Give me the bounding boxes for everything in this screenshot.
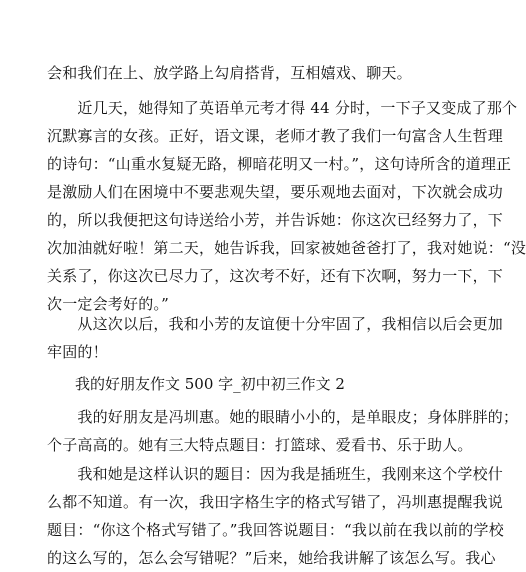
- text-line: 次一定会考好的。”: [47, 295, 169, 313]
- paragraph-2: [47, 94, 526, 318]
- text-line: 个子高高的。她有三大特点题目：打篮球、爱看书、乐于助人。: [47, 436, 473, 454]
- text-line: 是激励人们在困境中不要悲观失望，要乐观地去面对，下次就会成功: [47, 183, 504, 201]
- section-title: 我的好朋友作文 500 字_初中初三作文 2: [75, 375, 345, 393]
- text-line: 题目：“你这个格式写错了。”我回答说题目：“我以前在我以前的学校: [47, 521, 504, 539]
- text-line: 么都不知道。有一次，我田字格生字的格式写错了，冯圳惠提醒我说: [47, 493, 504, 511]
- paragraph-5: [47, 460, 504, 572]
- paragraph-3: [47, 310, 504, 366]
- text-line: 我的好朋友是冯圳惠。她的眼睛小小的，是单眼皮；身体胖胖的；: [47, 408, 519, 426]
- paragraph-4: [47, 403, 519, 459]
- text-line: 我和她是这样认识的题目：因为我是插班生，我刚来这个学校什: [47, 465, 504, 483]
- text-line: 会和我们在上、放学路上勾肩搭背，互相嬉戏、聊天。: [47, 64, 412, 82]
- text-line: 的这么写的，怎么会写错呢？”后来，她给我讲解了该怎么写。我心: [47, 549, 496, 567]
- text-line: 次加油就好啦！第二天，她告诉我，回家被她爸爸打了，我对她说：“没: [47, 239, 526, 257]
- text-line: 近几天，她得知了英语单元考才得 44 分时，一下子又变成了那个: [47, 99, 518, 117]
- text-line: 从这次以后，我和小芳的友谊便十分牢固了，我相信以后会更加: [47, 315, 504, 333]
- text-line: 的诗句：“山重水复疑无路，柳暗花明又一村。”，这句诗所含的道理正: [47, 155, 512, 173]
- text-line: 沉默寡言的女孩。正好，语文课，老师才教了我们一句富含人生哲理: [47, 127, 504, 145]
- text-line: 牢固的！: [47, 343, 108, 361]
- text-line: 的，所以我便把这句诗送给小芳，并告诉她：你这次已经努力了，下: [47, 211, 504, 229]
- paragraph-1: [47, 59, 457, 87]
- text-line: 关系了，你这次已尽力了，这次考不好，还有下次啊，努力一下，下: [47, 267, 504, 285]
